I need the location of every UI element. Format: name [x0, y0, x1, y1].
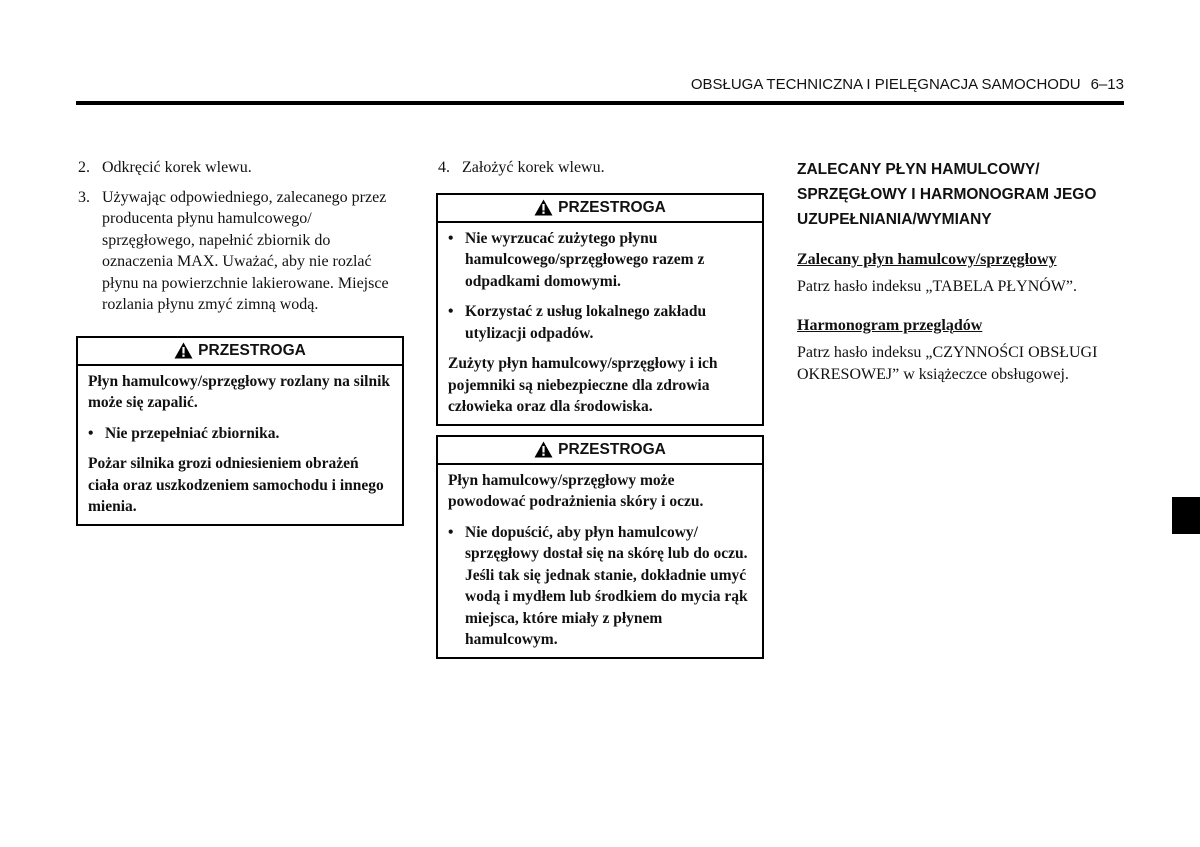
warning-triangle-icon [174, 342, 193, 359]
page-number: 6–13 [1090, 76, 1124, 93]
column-right [797, 157, 1127, 386]
warning-box [436, 435, 764, 659]
step-number: 2. [78, 159, 90, 176]
step-number: 4. [438, 159, 450, 176]
subheading-recommended-fluid: Zalecany płyn hamulcowy/sprzęgłowy [797, 251, 1057, 268]
step-2 [76, 157, 404, 179]
bullet-text: Nie dopuścić, aby płyn hamulcowy/ sprzęgłowy dostał się na skórę lub do oczu. Jeśli tak się jednak stanie, dokładnie umyć wodą i mydłem lub środkiem do mycia rąk miejsca, które miały z płynem hamulcowym. [465, 523, 748, 648]
warning-body [438, 465, 762, 657]
column-middle [436, 157, 764, 659]
schedule-text: Patrz hasło indeksu „CZYNNOŚCI OBSŁUGI OKRESOWEJ” w książeczce obsługowej. [797, 344, 1098, 383]
subheading-schedule: Harmonogram przeglądów [797, 317, 983, 334]
step-4 [436, 157, 764, 179]
warning-box [76, 336, 404, 526]
chapter-tab [1172, 497, 1200, 534]
column-left [76, 157, 404, 526]
warning-bullet [448, 228, 752, 293]
warning-triangle-icon [534, 199, 553, 216]
warning-box [436, 193, 764, 426]
header-rule [76, 101, 1124, 105]
step-3 [76, 187, 404, 316]
warning-text: Pożar silnika grozi odniesieniem obrażeń ciała oraz uszkodzeniem samochodu i innego mienia. [88, 455, 384, 515]
warning-body [438, 223, 762, 424]
step-text: Odkręcić korek wlewu. [102, 159, 252, 176]
warning-body [78, 366, 402, 524]
warning-header [438, 437, 762, 465]
warning-text: Płyn hamulcowy/sprzęgłowy może powodować podrażnienia skóry i oczu. [448, 471, 704, 510]
bullet-dot: • [448, 523, 454, 541]
warning-title: PRZESTROGA [558, 198, 666, 216]
recommended-fluid-text: Patrz hasło indeksu „TABELA PŁYNÓW”. [797, 278, 1077, 295]
bullet-dot: • [448, 303, 454, 320]
warning-triangle-icon [534, 441, 553, 458]
step-text: Założyć korek wlewu. [462, 159, 605, 176]
bullet-dot: • [448, 229, 454, 247]
section-heading: ZALECANY PŁYN HAMULCOWY/ SPRZĘGŁOWY I HARMONOGRAM JEGO UZUPEŁNIANIA/WYMIANY [797, 161, 1097, 228]
warning-bullet [88, 423, 392, 445]
warning-title: PRZESTROGA [198, 341, 306, 359]
running-header [691, 76, 1124, 93]
warning-text: Zużyty płyn hamulcowy/sprzęgłowy i ich pojemniki są niebezpieczne dla zdrowia człowieka oraz dla środowiska. [448, 355, 718, 415]
warning-header [438, 195, 762, 223]
warning-header [78, 338, 402, 366]
warning-bullet [448, 522, 752, 651]
warning-text: Płyn hamulcowy/sprzęgłowy rozlany na silnik może się zapalić. [88, 372, 390, 411]
bullet-text: Korzystać z usług lokalnego zakładu utylizacji odpadów. [465, 303, 707, 342]
warning-title: PRZESTROGA [558, 440, 666, 458]
bullet-dot: • [88, 424, 94, 442]
step-text: Używając odpowiedniego, zalecanego przez producenta płynu hamulcowego/ sprzęgłowego, napełnić zbiornik do oznaczenia MAX. Uważać, aby nie rozlać płynu na powierzchnie lakierowane. Miejsce rozlania płynu zmyć zimną wodą. [102, 188, 389, 313]
bullet-text: Nie wyrzucać zużytego płynu hamulcowego/sprzęgłowego razem z odpadkami domowymi. [465, 229, 705, 290]
section-title: OBSŁUGA TECHNICZNA I PIELĘGNACJA SAMOCHODU [690, 76, 1081, 93]
warning-bullet [448, 301, 752, 344]
step-number: 3. [78, 188, 90, 206]
bullet-text: Nie przepełniać zbiornika. [105, 424, 280, 442]
